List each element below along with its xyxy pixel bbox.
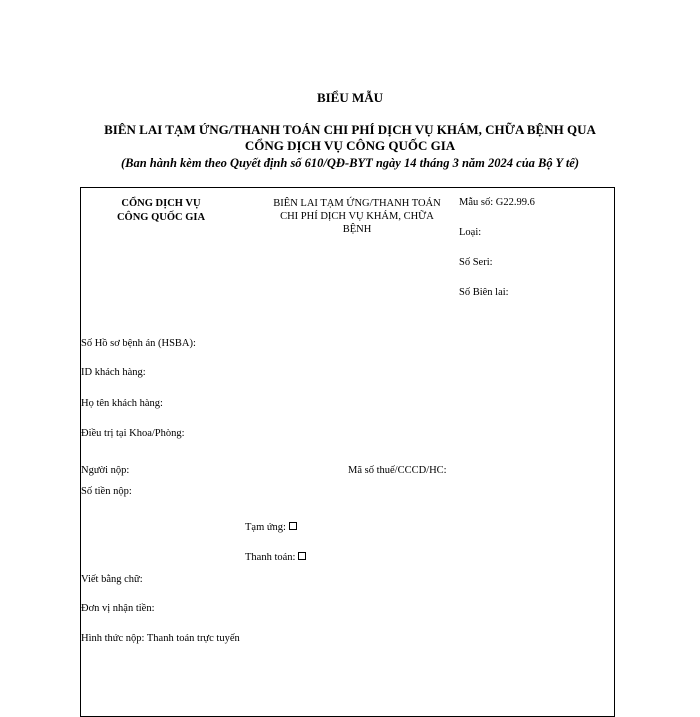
document-title-line2: CỔNG DỊCH VỤ CÔNG QUỐC GIA	[244, 138, 456, 153]
advance-checkbox[interactable]	[289, 522, 297, 530]
medical-record-field: Số Hồ sơ bệnh án (HSBA):	[81, 338, 196, 349]
payer-field: Người nộp:	[81, 465, 130, 476]
receipt-number: Số Biên lai:	[459, 287, 509, 298]
document-title-line1: BIÊN LAI TẠM ỨNG/THANH TOÁN CHI PHÍ DỊCH VỤ KHÁM, CHỮA BỆNH QUA	[104, 122, 596, 137]
tax-id-field: Mã số thuế/CCCD/HC:	[348, 465, 447, 476]
issuer-line2: CÔNG QUỐC GIA	[116, 212, 206, 223]
form-label: BIỂU MẪU	[316, 90, 384, 105]
receipt-title-line2: CHI PHÍ DỊCH VỤ KHÁM, CHỮA	[280, 211, 434, 222]
amount-field: Số tiền nộp:	[81, 486, 132, 497]
advance-label: Tạm ứng:	[245, 522, 286, 533]
payment-option[interactable]	[245, 552, 306, 563]
payment-checkbox[interactable]	[298, 552, 306, 560]
receiving-unit-field: Đơn vị nhận tiền:	[81, 603, 155, 614]
receipt-title-line3: BỆNH	[342, 224, 372, 235]
receipt-type: Loại:	[459, 227, 482, 238]
amount-in-words-field: Viết bằng chữ:	[81, 574, 143, 585]
payment-label: Thanh toán:	[245, 552, 296, 563]
payment-method-field: Hình thức nộp: Thanh toán trực tuyến	[81, 633, 240, 644]
issuer-line1: CỔNG DỊCH VỤ	[121, 198, 201, 209]
receipt-title	[262, 197, 452, 236]
customer-name-field: Họ tên khách hàng:	[81, 398, 163, 409]
department-field: Điều trị tại Khoa/Phòng:	[81, 428, 185, 439]
form-number: Mẫu số: G22.99.6	[459, 197, 535, 208]
document-title	[0, 122, 700, 154]
receipt-title-line1: BIÊN LAI TẠM ỨNG/THANH TOÁN	[273, 198, 441, 209]
serial-number: Số Seri:	[459, 257, 493, 268]
issuer-name	[96, 197, 226, 225]
document-subtitle: (Ban hành kèm theo Quyết định số 610/QĐ-BYT ngày 14 tháng 3 năm 2024 của Bộ Y tế)	[120, 156, 580, 170]
advance-option[interactable]	[245, 522, 297, 533]
customer-id-field: ID khách hàng:	[81, 367, 146, 378]
